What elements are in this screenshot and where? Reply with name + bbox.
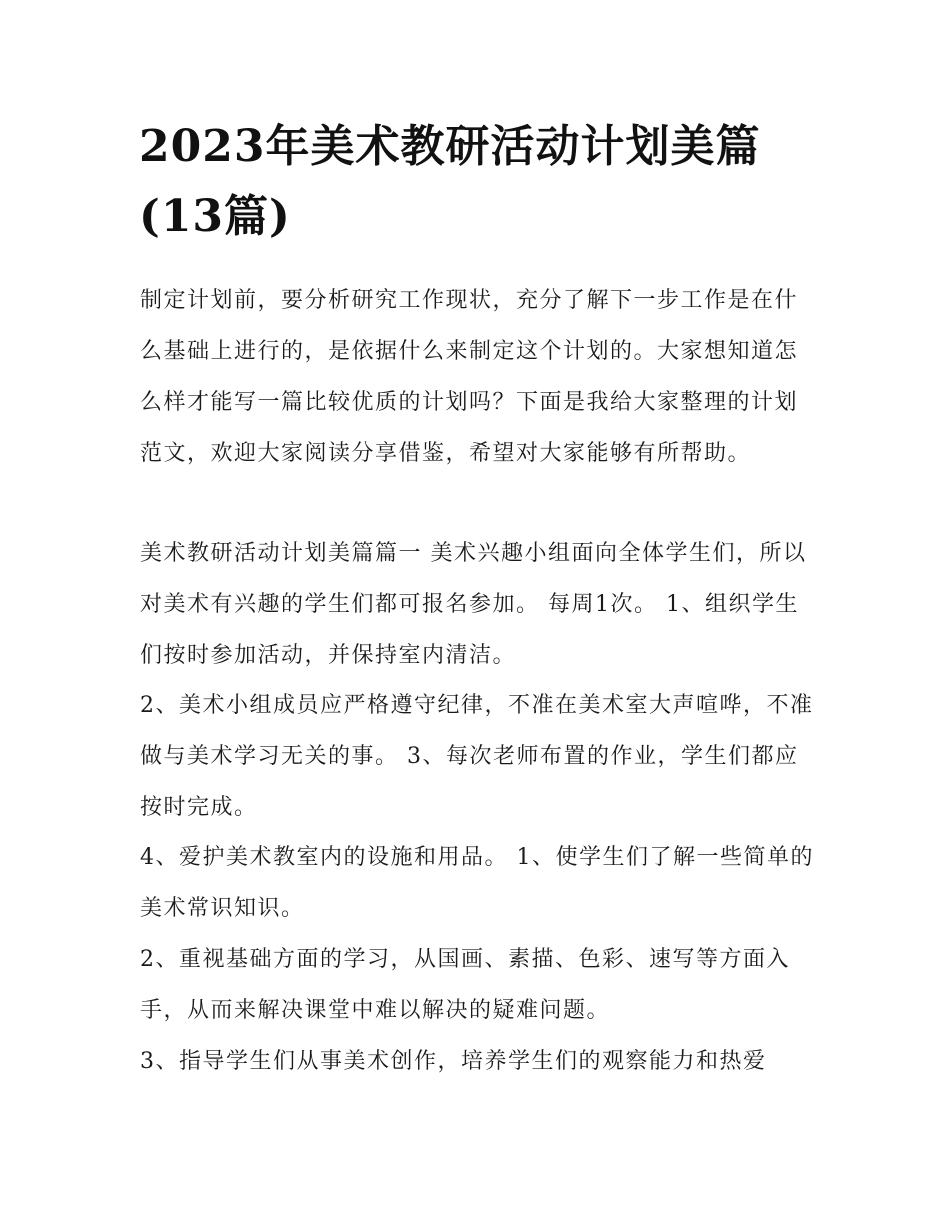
body-paragraph: 美术教研活动计划美篇篇一 美术兴趣小组面向全体学生们，所以对美术有兴趣的学生们都可报名参加。 每周1次。 1、组织学生们按时参加活动，并保持室内清洁。 [140, 541, 807, 668]
document-title: 2023年美术教研活动计划美篇(13篇) [139, 121, 761, 242]
body-paragraph: 2、美术小组成员应严格遵守纪律，不准在美术室大声喧哗，不准做与美术学习无关的事。 3、每次老师布置的作业，学生们都应按时完成。 [140, 693, 814, 820]
body-paragraph: 2、重视基础方面的学习，从国画、素描、色彩、速写等方面入手，从而来解决课堂中难以解决的疑难问题。 [140, 947, 790, 1023]
body-paragraph: 4、爱护美术教室内的设施和用品。 1、使学生们了解一些简单的美术常识知识。 [140, 845, 814, 921]
intro-paragraph: 制定计划前，要分析研究工作现状，充分了解下一步工作是在什么基础上进行的，是依据什么来制定这个计划的。大家想知道怎么样才能写一篇比较优质的计划吗？下面是我给大家整理的计划范文，欢迎大家阅读分享借鉴，希望对大家能够有所帮助。 [140, 288, 799, 466]
body-paragraph: 3、指导学生们从事美术创作，培养学生们的观察能力和热爱 [140, 1049, 767, 1074]
